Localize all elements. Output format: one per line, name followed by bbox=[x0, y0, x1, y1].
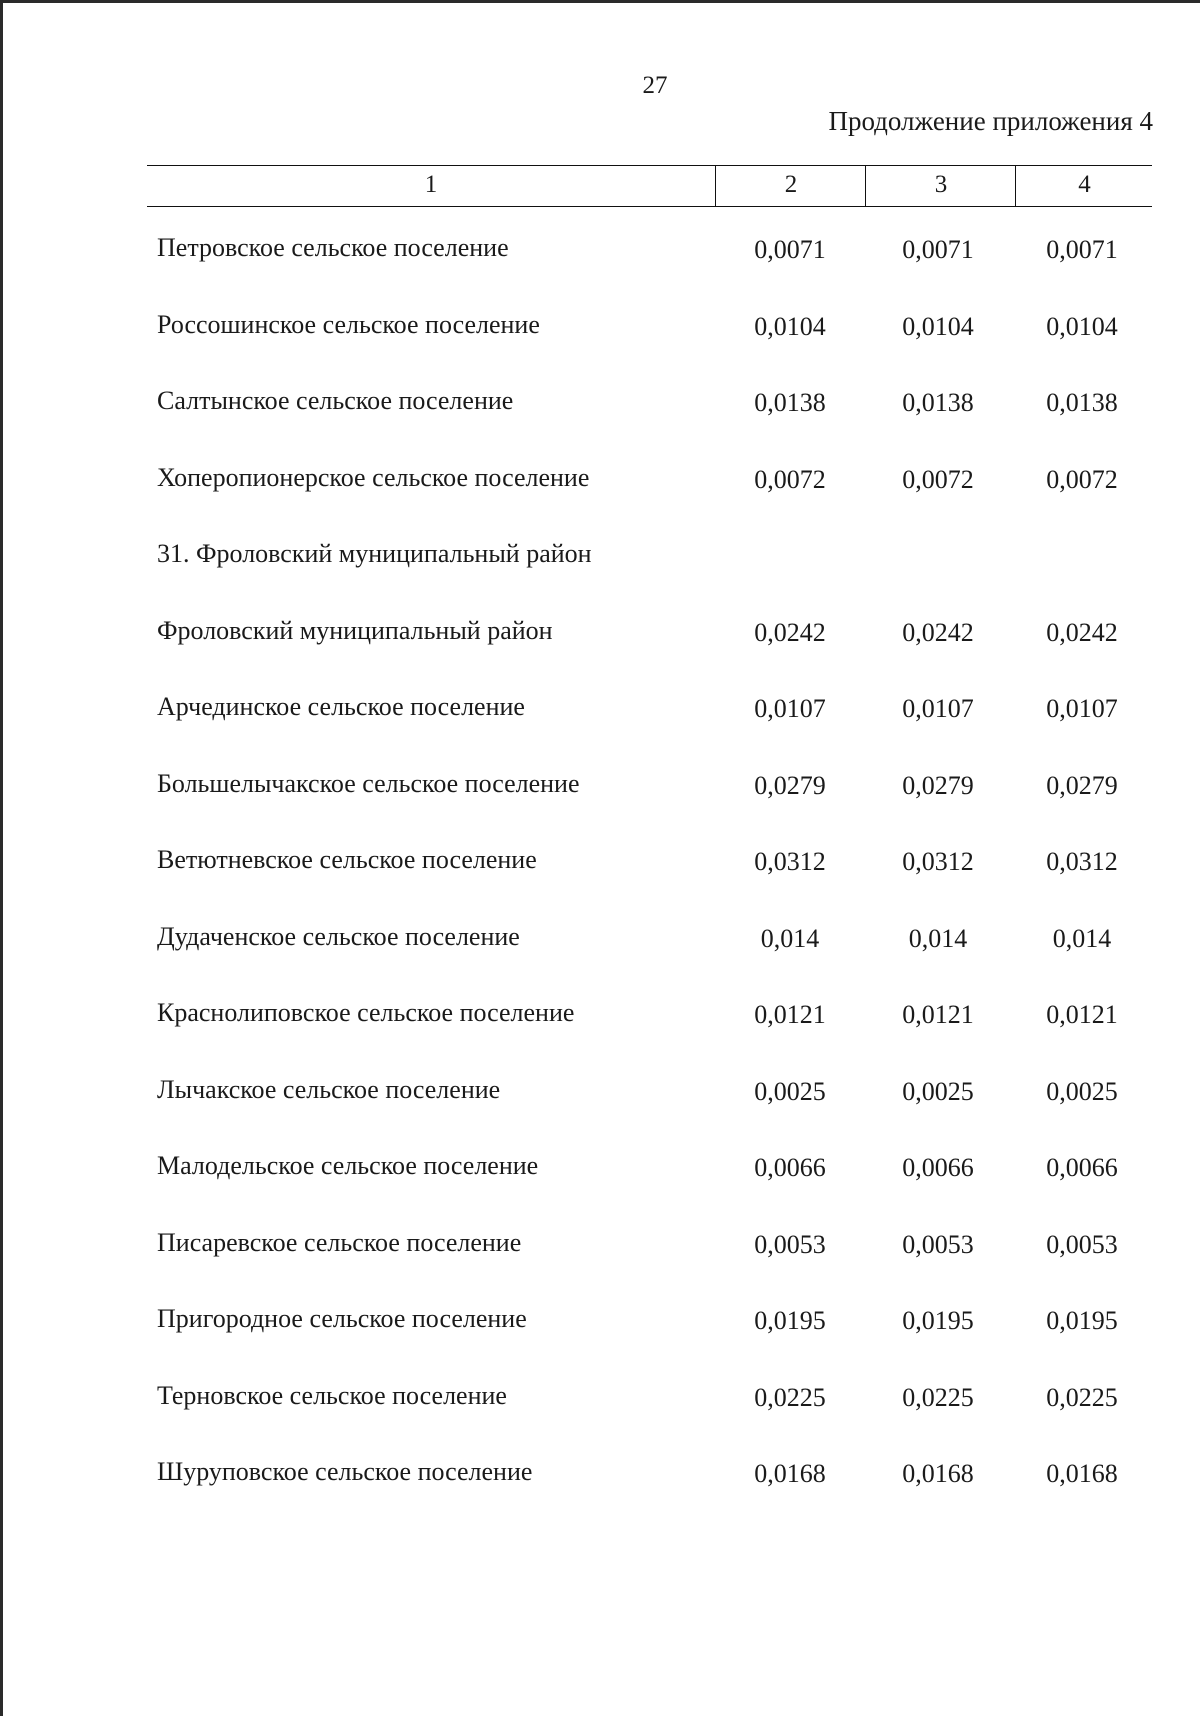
row-name: Шуруповское сельское поселение bbox=[157, 1457, 533, 1486]
row-value-col-3: 0,0279 bbox=[902, 770, 974, 800]
row-value-col-3: 0,0225 bbox=[902, 1382, 974, 1412]
row-name: Пригородное сельское поселение bbox=[157, 1304, 527, 1333]
table-row bbox=[150, 1296, 1150, 1373]
table-row bbox=[150, 1373, 1150, 1450]
row-value-col-4: 0,0225 bbox=[1046, 1382, 1118, 1412]
row-name: Терновское сельское поселение bbox=[157, 1380, 507, 1410]
table-row bbox=[150, 1143, 1150, 1220]
row-value-col-3: 0,0242 bbox=[902, 617, 974, 647]
row-value-col-4: 0,0107 bbox=[1046, 694, 1118, 723]
row-value-col-4: 0,0066 bbox=[1046, 1153, 1118, 1182]
row-value-col-3: 0,0107 bbox=[902, 694, 974, 723]
row-value-col-4: 0,0242 bbox=[1046, 617, 1118, 647]
table-header-col-2: 2 bbox=[715, 166, 866, 206]
row-name: Дудаченское сельское поселение bbox=[157, 921, 520, 951]
continuation-label: Продолжение приложения 4 bbox=[828, 106, 1153, 136]
row-value-col-2: 0,0168 bbox=[754, 1459, 826, 1488]
row-value-col-4: 0,0072 bbox=[1046, 464, 1118, 494]
table-row bbox=[150, 455, 1150, 532]
row-value-col-4: 0,0168 bbox=[1046, 1459, 1118, 1488]
row-value-col-2: 0,0138 bbox=[754, 388, 826, 417]
table-row bbox=[150, 1449, 1150, 1526]
table-row bbox=[150, 378, 1150, 455]
row-value-col-4: 0,0121 bbox=[1046, 1000, 1118, 1029]
row-name: Малодельское сельское поселение bbox=[157, 1151, 539, 1180]
row-value-col-2: 0,0053 bbox=[754, 1229, 826, 1259]
section-heading: 31. Фроловский муниципальный район bbox=[157, 539, 592, 568]
row-value-col-2: 0,0242 bbox=[754, 617, 826, 647]
row-value-col-4: 0,0053 bbox=[1046, 1229, 1118, 1259]
row-value-col-2: 0,0072 bbox=[754, 464, 826, 494]
row-value-col-2: 0,0104 bbox=[754, 311, 826, 341]
table-row bbox=[150, 684, 1150, 761]
table-row bbox=[150, 225, 1150, 302]
row-value-col-3: 0,0312 bbox=[902, 847, 974, 876]
table-row bbox=[150, 608, 1150, 685]
row-name: Петровское сельское поселение bbox=[157, 233, 509, 262]
table-row bbox=[150, 837, 1150, 914]
row-value-col-3: 0,0138 bbox=[902, 388, 974, 417]
row-name: Большелычакское сельское поселение bbox=[157, 768, 580, 798]
row-value-col-2: 0,0279 bbox=[754, 770, 826, 800]
row-value-col-2: 0,0025 bbox=[754, 1076, 826, 1106]
row-value-col-3: 0,0195 bbox=[902, 1306, 974, 1335]
row-value-col-4: 0,0138 bbox=[1046, 388, 1118, 417]
table-row bbox=[150, 761, 1150, 838]
row-value-col-4: 0,0312 bbox=[1046, 847, 1118, 876]
row-value-col-3: 0,0072 bbox=[902, 464, 974, 494]
table-row bbox=[150, 990, 1150, 1067]
row-name: Ветютневское сельское поселение bbox=[157, 845, 537, 874]
row-value-col-2: 0,0066 bbox=[754, 1153, 826, 1182]
row-value-col-4: 0,014 bbox=[1052, 923, 1112, 953]
row-value-col-3: 0,0025 bbox=[902, 1076, 974, 1106]
row-name: Фроловский муниципальный район bbox=[157, 615, 553, 645]
row-name: Салтынское сельское поселение bbox=[157, 386, 514, 415]
row-value-col-2: 0,0312 bbox=[754, 847, 826, 876]
row-value-col-3: 0,0121 bbox=[902, 1000, 974, 1029]
row-value-col-2: 0,0121 bbox=[754, 1000, 826, 1029]
row-value-col-4: 0,0104 bbox=[1046, 311, 1118, 341]
table-row bbox=[150, 302, 1150, 379]
page-number: 27 bbox=[642, 72, 668, 99]
row-value-col-4: 0,0195 bbox=[1046, 1306, 1118, 1335]
row-value-col-3: 0,014 bbox=[908, 923, 968, 953]
row-name: Краснолиповское сельское поселение bbox=[157, 998, 575, 1027]
table-header-col-1: 1 bbox=[424, 171, 438, 198]
row-value-col-2: 0,0107 bbox=[754, 694, 826, 723]
table-body bbox=[150, 225, 1150, 1526]
table-row bbox=[150, 1067, 1150, 1144]
table-row bbox=[150, 1220, 1150, 1297]
row-name: Лычакское сельское поселение bbox=[157, 1074, 501, 1104]
row-value-col-3: 0,0071 bbox=[902, 235, 974, 264]
row-value-col-4: 0,0071 bbox=[1046, 235, 1118, 264]
row-value-col-4: 0,0279 bbox=[1046, 770, 1118, 800]
section-heading-row bbox=[150, 531, 1150, 608]
table-header-col-4: 4 bbox=[1015, 166, 1153, 206]
row-name: Россошинское сельское поселение bbox=[157, 309, 540, 339]
row-value-col-2: 0,0071 bbox=[754, 235, 826, 264]
row-value-col-2: 0,0195 bbox=[754, 1306, 826, 1335]
scan-edge-top bbox=[0, 0, 1200, 3]
scan-edge-left bbox=[0, 0, 3, 1716]
row-value-col-3: 0,0168 bbox=[902, 1459, 974, 1488]
table-header-row bbox=[147, 165, 1152, 207]
row-value-col-2: 0,0225 bbox=[754, 1382, 826, 1412]
table-row bbox=[150, 914, 1150, 991]
row-name: Писаревское сельское поселение bbox=[157, 1227, 522, 1257]
row-value-col-3: 0,0104 bbox=[902, 311, 974, 341]
table-header-col-3: 3 bbox=[865, 166, 1016, 206]
row-value-col-3: 0,0053 bbox=[902, 1229, 974, 1259]
row-name: Хоперопионерское сельское поселение bbox=[157, 462, 590, 492]
row-value-col-4: 0,0025 bbox=[1046, 1076, 1118, 1106]
row-name: Арчединское сельское поселение bbox=[157, 692, 525, 721]
row-value-col-2: 0,014 bbox=[760, 923, 820, 953]
row-value-col-3: 0,0066 bbox=[902, 1153, 974, 1182]
